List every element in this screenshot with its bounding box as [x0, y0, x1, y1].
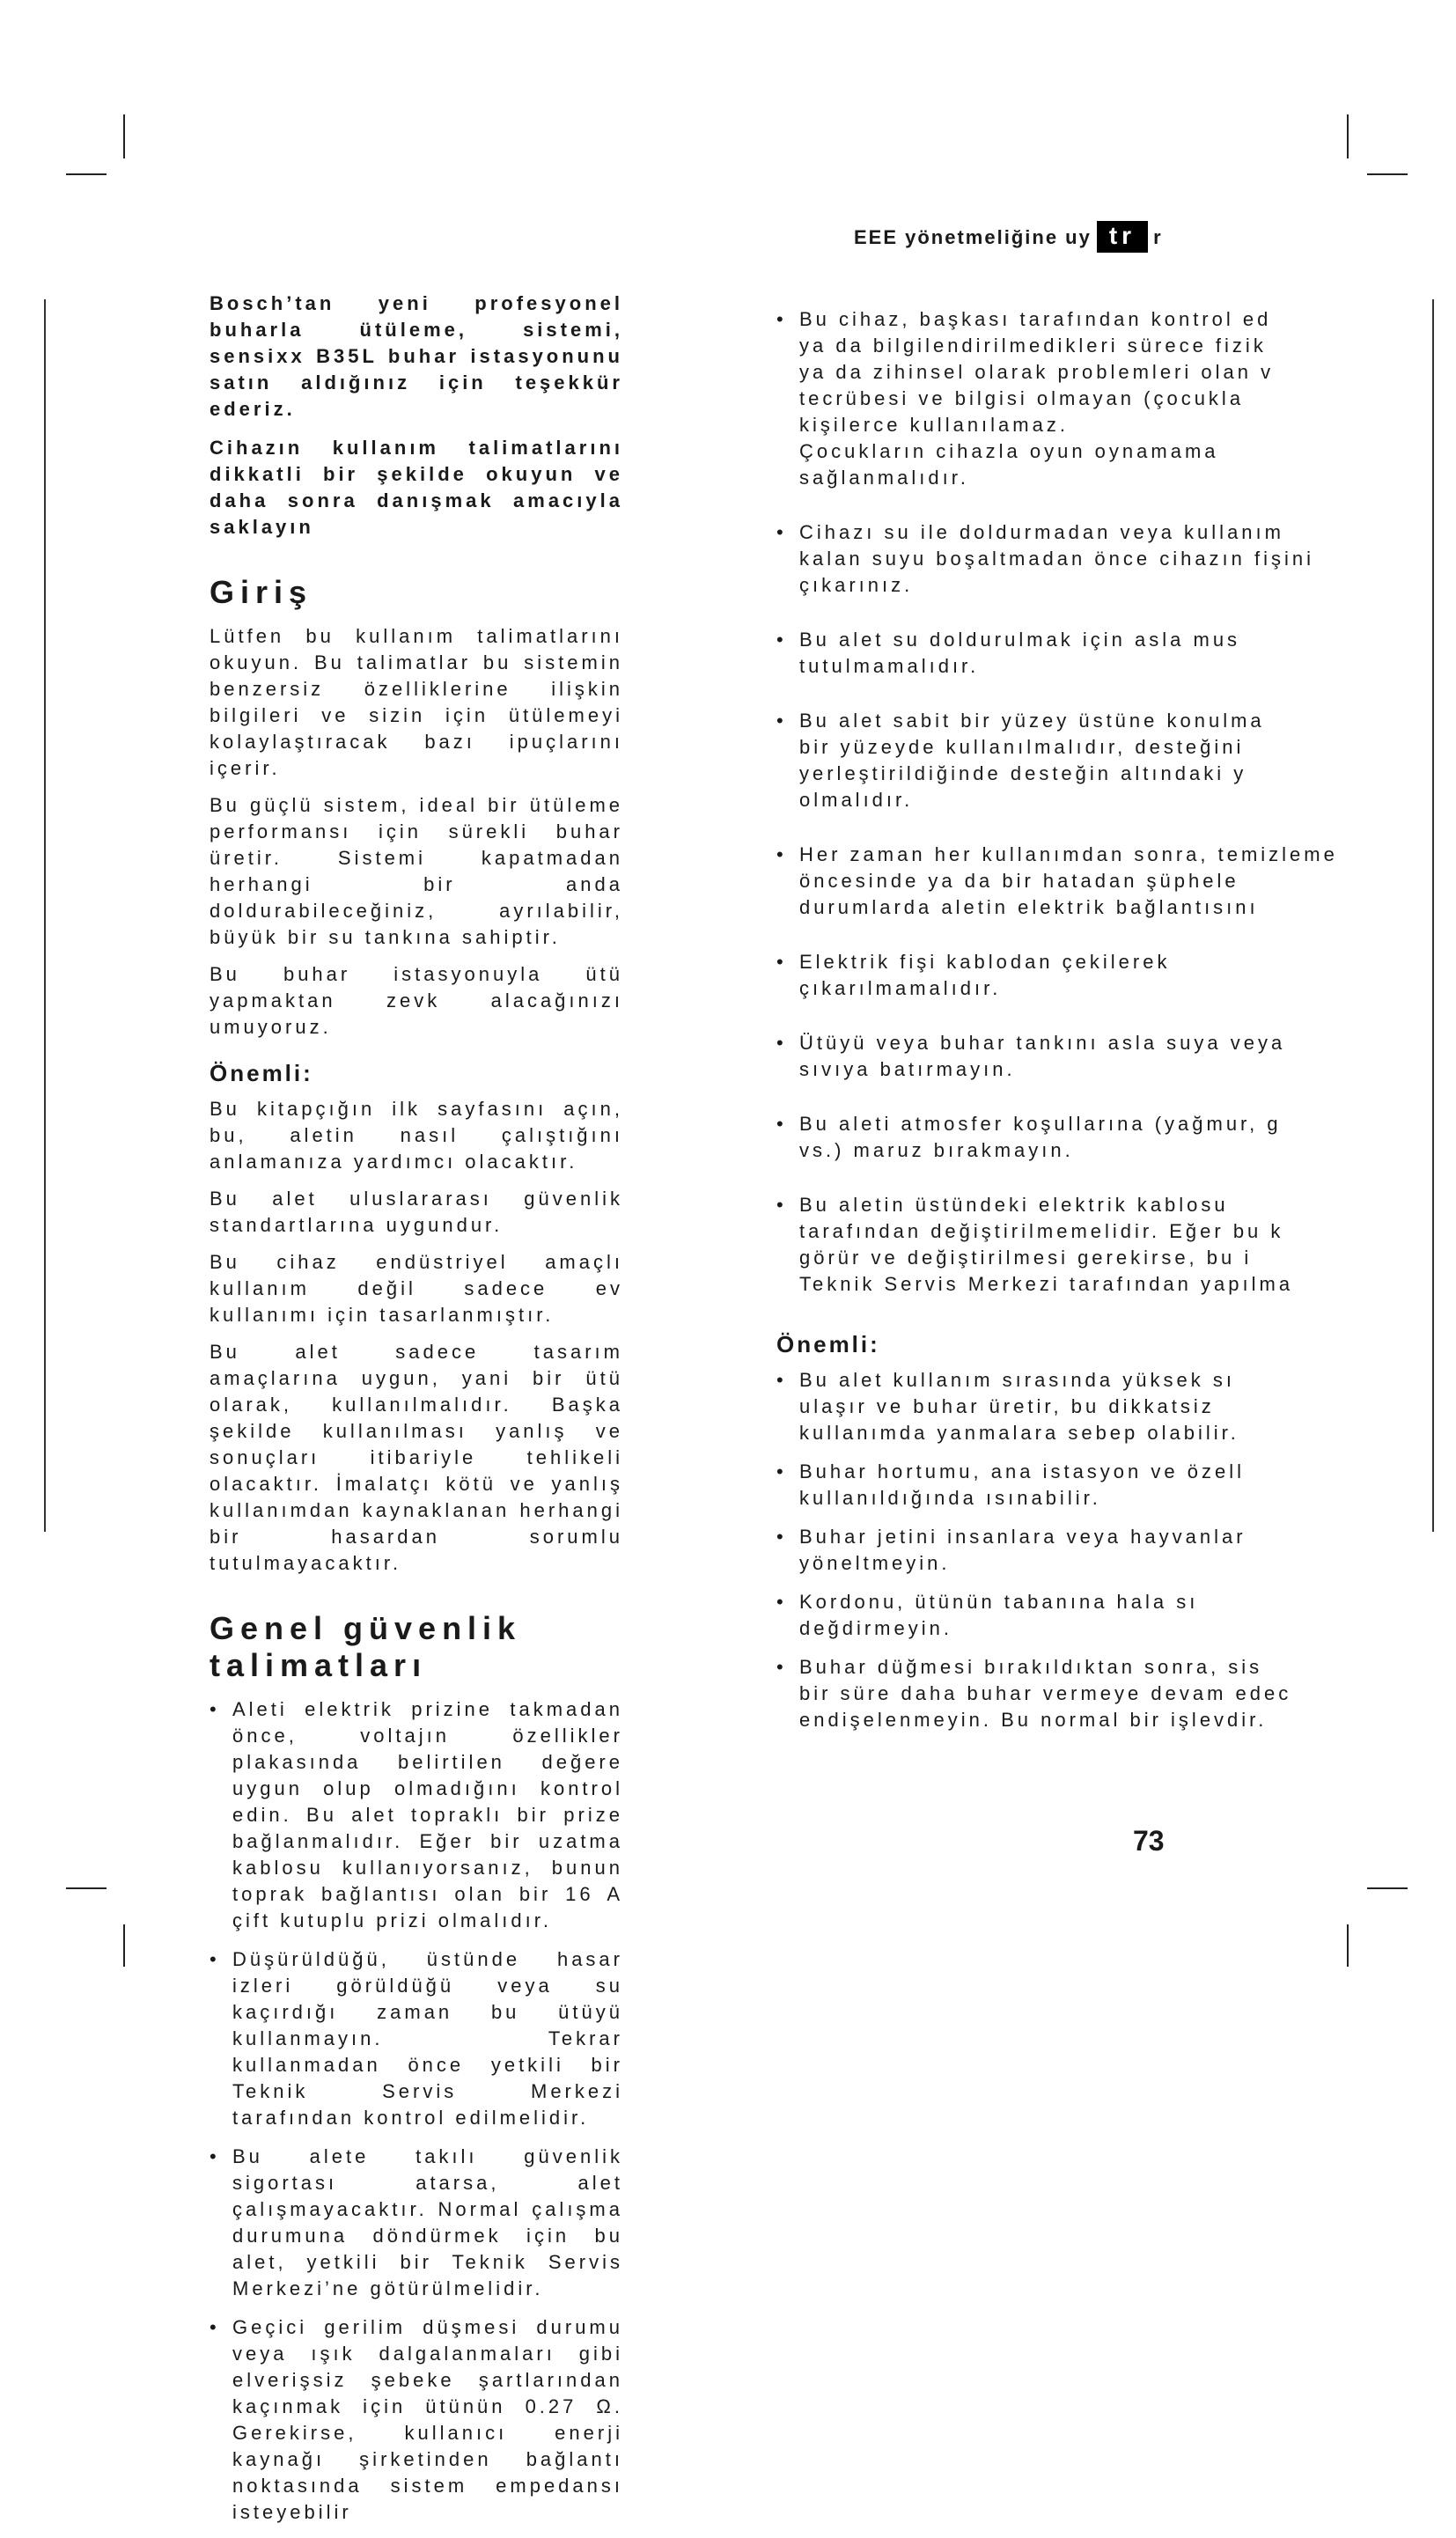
section-title: Genel güvenlik talimatları	[210, 1610, 522, 1683]
list-item: • Geçici gerilim düşmesi durumu veya ışık dalgalanmaları gibi elverişsiz şebeke şartlarından kaçınmak için ütünün 0.27 Ω. Gerekirse, kullanıcı enerji kaynağı şirketinden bağlantı noktasında sistem empedansı isteyebilir	[210, 2314, 623, 2526]
list-item: • Buhar düğmesi bırakıldıktan sonra, sis bir süre daha buhar vermeye devam edec endişelenmeyin. Bu normal bir işlevdir.	[776, 1654, 1421, 1733]
warning-list	[776, 1367, 1421, 1733]
paragraph: Bu cihaz endüstriyel amaçlı kullanım değil sadece ev kullanımı için tasarlanmıştır.	[210, 1251, 623, 1326]
crop-mark	[1367, 1887, 1408, 1889]
margin-rule	[44, 299, 46, 1532]
crop-mark	[66, 173, 107, 175]
safety-list	[776, 291, 1421, 1326]
list-item: • Bu aleti atmosfer koşullarına (yağmur, g vs.) maruz bırakmayın.	[776, 1111, 1421, 1164]
header-text: EEE yönetmeliğine uy	[854, 226, 1092, 248]
paragraph: Bu kitapçığın ilk sayfasını açın, bu, aletin nasıl çalıştığını anlamanıza yardımcı olacaktır.	[210, 1098, 623, 1173]
language-tag: tr	[1097, 221, 1148, 253]
paragraph: Bu güçlü sistem, ideal bir ütüleme performansı için sürekli buhar üretir. Sistemi kapatmadan herhangi bir anda doldurabileceğiniz, ayrılabilir, büyük bir su tankına sahiptir.	[210, 794, 623, 948]
list-item: • Buhar jetini insanlara veya hayvanlar yöneltmeyin.	[776, 1524, 1421, 1577]
crop-mark	[66, 1887, 107, 1889]
list-item: • Kordonu, ütünün tabanına hala sı değdirmeyin.	[776, 1589, 1421, 1642]
crop-mark	[1367, 173, 1408, 175]
list-item: • Düşürüldüğü, üstünde hasar izleri görüldüğü veya su kaçırdığı zaman bu ütüyü kullanmayın. Tekrar kullanmadan önce yetkili bir Teknik Servis Merkezi tarafından kontrol edilmelidir.	[210, 1946, 623, 2131]
list-item: • Ütüyü veya buhar tankını asla suya veya sıvıya batırmayın.	[776, 1030, 1421, 1083]
list-item: • Bu aletin üstündeki elektrik kablosu tarafından değiştirilmemelidir. Eğer bu k görür ve değiştirilmesi gerekirse, bu i Teknik Servis Merkezi tarafından yapılma	[776, 1192, 1421, 1298]
page-header	[854, 221, 1163, 253]
list-item: • Bu alete takılı güvenlik sigortası atarsa, alet çalışmayacaktır. Normal çalışma durumuna döndürmek için bu alet, yetkili bir Teknik Servis Merkezi’ne götürülmelidir.	[210, 2144, 623, 2302]
list-item: • Bu alet sabit bir yüzey üstüne konulma bir yüzeyde kullanılmalıdır, desteğini yerleştirildiğinde desteğin altındaki y olmalıdır.	[776, 708, 1421, 813]
subsection-title: Önemli:	[776, 1331, 880, 1357]
list-item: • Aleti elektrik prizine takmadan önce, voltajın özellikler plakasında belirtilen değere uygun olup olmadığını kontrol edin. Bu alet topraklı bir prize bağlanmalıdır. Eğer bir uzatma kablosu kullanıyorsanız, bunun toprak bağlantısı olan bir 16 A çift kutuplu prizi olmalıdır.	[210, 1696, 623, 1934]
list-item: • Bu alet kullanım sırasında yüksek sı ulaşır ve buhar üretir, bu dikkatsiz kullanımda yanmalara sebep olabilir.	[776, 1367, 1421, 1446]
section-title: Giriş	[210, 574, 313, 610]
header-text-end: r	[1153, 226, 1163, 248]
right-column	[776, 291, 1421, 1746]
list-item: • Bu cihaz, başkası tarafından kontrol ed ya da bilgilendirilmedikleri sürece fizik ya da zihinsel olarak problemleri olan v tecrübesi ve bilgisi olmayan (çocukla kişilerce kullanılamaz. Çocukların cihazla oyun oynamama sağlanmalıdır.	[776, 306, 1421, 491]
paragraph: Bu alet sadece tasarım amaçlarına uygun, yani bir ütü olarak, kullanılmalıdır. Başka şekilde kullanılması yanlış ve sonuçları itibariyle tehlikeli olacaktır. İmalatçı kötü ve yanlış kullanımdan kaynaklanan herhangi bir hasardan sorumlu tutulmayacaktır.	[210, 1341, 623, 1574]
list-item: • Cihazı su ile doldurmadan veya kullanım kalan suyu boşaltmadan önce cihazın fişini çıkarınız.	[776, 519, 1421, 599]
left-column	[210, 291, 623, 2538]
paragraph: Lütfen bu kullanım talimatlarını okuyun. Bu talimatlar bu sistemin benzersiz özelliklerine ilişkin bilgileri ve sizin için ütülemeyi kolaylaştıracak bazı ipuçlarını içerir.	[210, 625, 623, 779]
page-number: 73	[1133, 1825, 1165, 1857]
intro-paragraph: Cihazın kullanım talimatlarını dikkatli bir şekilde okuyun ve daha sonra danışmak amacıyla saklayın	[210, 437, 623, 538]
crop-mark	[1347, 1924, 1349, 1967]
paragraph: Bu alet uluslararası güvenlik standartlarına uygundur.	[210, 1188, 623, 1236]
list-item: • Elektrik fişi kablodan çekilerek çıkarılmamalıdır.	[776, 949, 1421, 1002]
safety-list	[210, 1696, 623, 2526]
list-item: • Bu alet su doldurulmak için asla mus tutulmamalıdır.	[776, 627, 1421, 680]
intro-paragraph: Bosch’tan yeni profesyonel buharla ütüleme, sistemi, sensixx B35L buhar istasyonunu satın aldığınız için teşekkür ederiz.	[210, 292, 623, 420]
crop-mark	[123, 114, 125, 158]
margin-rule	[1432, 299, 1434, 1532]
list-item: • Her zaman her kullanımdan sonra, temizleme öncesinde ya da bir hatadan şüphele durumlarda aletin elektrik bağlantısını	[776, 842, 1421, 921]
crop-mark	[1347, 114, 1349, 158]
crop-mark	[123, 1924, 125, 1967]
subsection-title: Önemli:	[210, 1060, 313, 1086]
list-item: • Buhar hortumu, ana istasyon ve özell kullanıldığında ısınabilir.	[776, 1459, 1421, 1512]
paragraph: Bu buhar istasyonuyla ütü yapmaktan zevk alacağınızı umuyoruz.	[210, 963, 623, 1038]
